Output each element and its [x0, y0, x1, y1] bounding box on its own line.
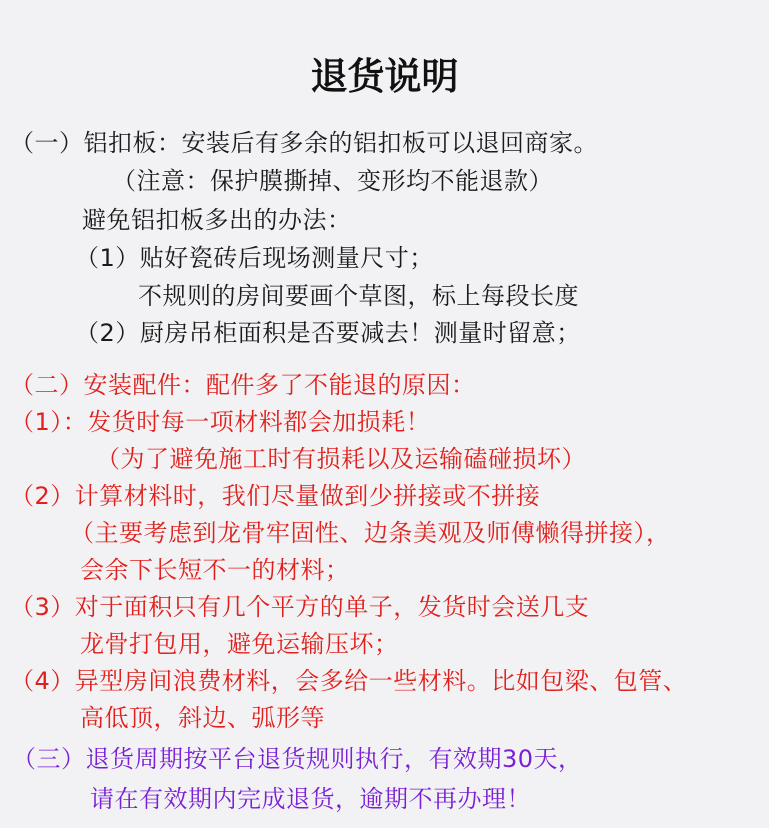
section2-item2: （2）计算材料时，我们尽量做到少拼接或不拼接	[10, 482, 541, 510]
page-title: 退货说明	[310, 55, 459, 98]
section2-item1-note: （为了避免施工时有损耗以及运输磕碰损坏）	[96, 445, 586, 473]
section1-note: （注意：保护膜撕掉、变形均不能退款）	[112, 167, 553, 195]
section2-item2-cont: 会余下长短不一的材料；	[80, 556, 350, 584]
section2-item3: （3）对于面积只有几个平方的单子，发货时会送几支	[10, 593, 590, 621]
section1-heading: （一）铝扣板：安装后有多余的铝扣板可以退回商家。	[10, 129, 598, 157]
section2-item2-note: （主要考虑到龙骨牢固性、边条美观及师傅懒得拼接），	[70, 519, 671, 547]
section1-item2: （2）厨房吊柜面积是否要减去！测量时留意；	[75, 319, 581, 347]
section1-item1: （1）贴好瓷砖后现场测量尺寸；	[75, 244, 434, 272]
section2-item4-cont: 高低顶，斜边、弧形等	[80, 704, 325, 732]
section2-heading: （二）安装配件：配件多了不能退的原因：	[10, 371, 476, 399]
section2-item4: （4）异型房间浪费材料，会多给一些材料。比如包梁、包管、	[10, 667, 688, 695]
section3-heading: （三）退货周期按平台退货规则执行，有效期30天，	[12, 745, 583, 773]
section1-avoid-title: 避免铝扣板多出的办法：	[82, 206, 352, 234]
section1-item1-cont: 不规则的房间要画个草图，标上每段长度	[138, 282, 579, 310]
section2-item1: （1）：发货时每一项材料都会加损耗！	[10, 408, 431, 436]
section3-cont: 请在有效期内完成退货，逾期不再办理！	[90, 785, 531, 813]
section2-item3-cont: 龙骨打包用，避免运输压坏；	[80, 630, 399, 658]
